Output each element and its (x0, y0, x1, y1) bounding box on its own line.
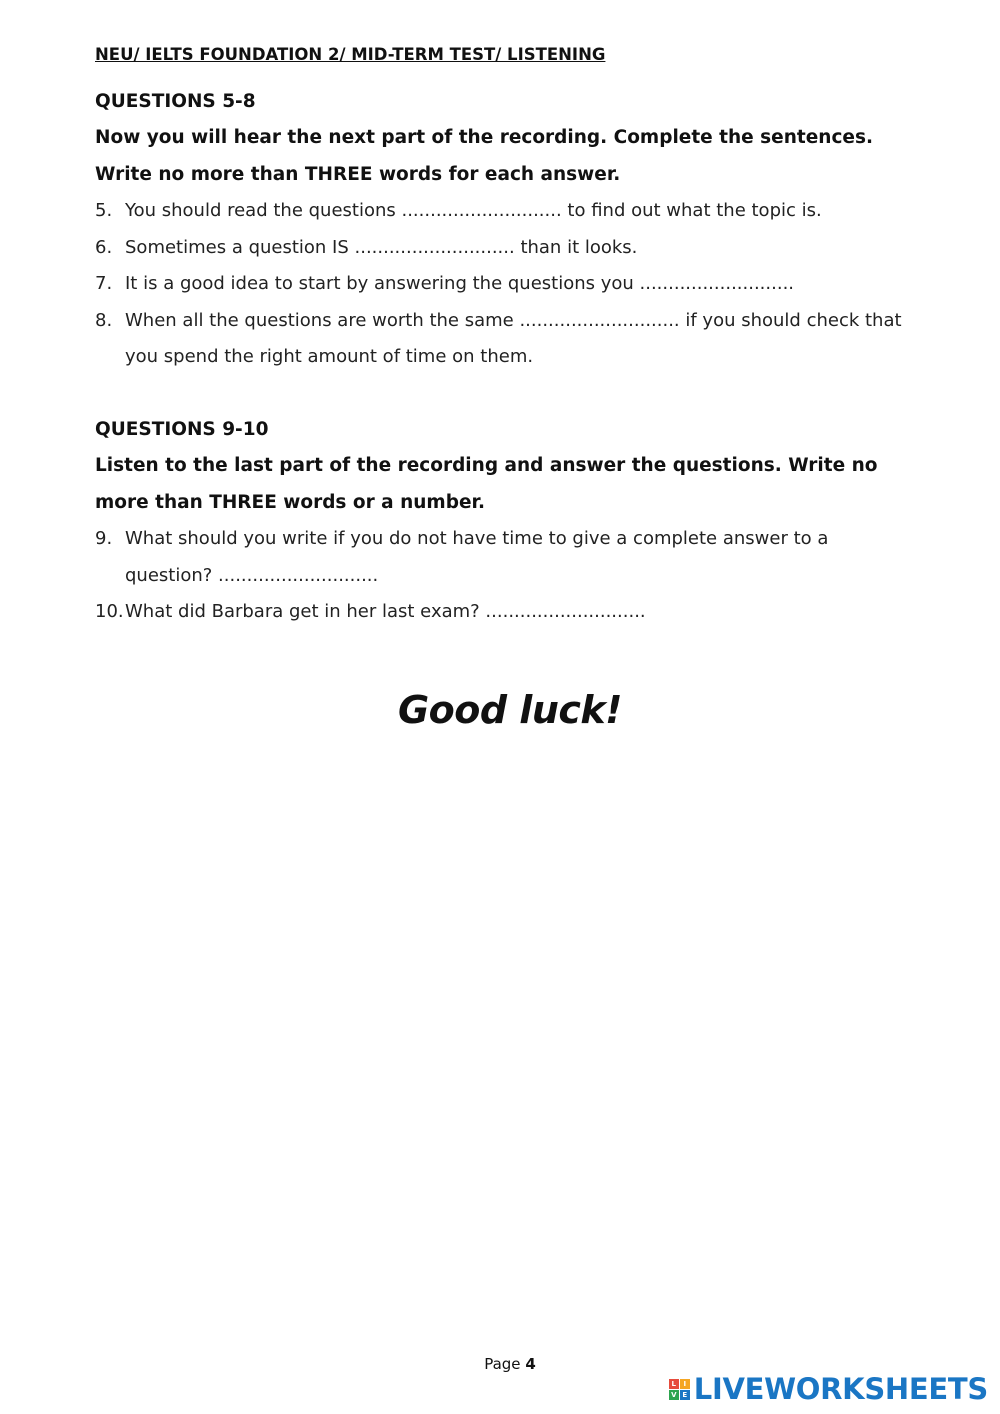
section-instruction: Listen to the last part of the recording and answer the questions. Write no more than THREE words or a number. (95, 455, 878, 513)
question-item (95, 303, 915, 376)
question-number: 8. (95, 309, 113, 331)
question-number: 9. (95, 528, 113, 549)
page-label: Page (484, 1355, 521, 1373)
logo-tile: E (680, 1390, 690, 1400)
document-header: NEU/ IELTS FOUNDATION 2/ MID-TERM TEST/ LISTENING (95, 45, 606, 64)
logo-tile: I (680, 1379, 690, 1389)
question-item (95, 230, 915, 267)
question-item (95, 193, 915, 230)
question-item (95, 521, 915, 594)
question-number: 6. (95, 236, 113, 258)
logo-tile: V (669, 1390, 679, 1400)
question-text: Sometimes a question IS ............................ than it looks. (125, 236, 638, 258)
section-instruction: Now you will hear the next part of the recording. Complete the sentences. Write no more than THREE words for each answer. (95, 127, 874, 185)
page-number: 4 (525, 1355, 536, 1373)
good-luck-text: Good luck! (397, 688, 623, 732)
question-number: 5. (95, 200, 113, 221)
question-text: You should read the questions ............................ to find out what the topic is. (125, 200, 822, 221)
section-questions-9-10 (95, 412, 915, 631)
question-text: It is a good idea to start by answering the questions you ........................... (125, 273, 795, 294)
question-item (95, 594, 915, 631)
section-title: QUESTIONS 9-10 (95, 419, 269, 440)
liveworksheets-logo-icon (669, 1379, 690, 1400)
brand-name: LIVEWORKSHEETS (693, 1372, 988, 1406)
question-number: 10. (95, 601, 124, 622)
section-title: QUESTIONS 5-8 (95, 91, 256, 112)
section-questions-5-8 (95, 84, 915, 376)
question-item (95, 266, 915, 303)
question-number: 7. (95, 273, 113, 294)
question-text: When all the questions are worth the same ............................ if you should check that you spend the right amount of time on them. (125, 309, 902, 367)
page-footer (0, 1355, 1000, 1373)
logo-tile: L (669, 1379, 679, 1389)
question-text: What did Barbara get in her last exam? ............................ (125, 601, 646, 622)
liveworksheets-brand (669, 1372, 988, 1406)
question-text: What should you write if you do not have time to give a complete answer to a question? ............................ (125, 528, 829, 586)
